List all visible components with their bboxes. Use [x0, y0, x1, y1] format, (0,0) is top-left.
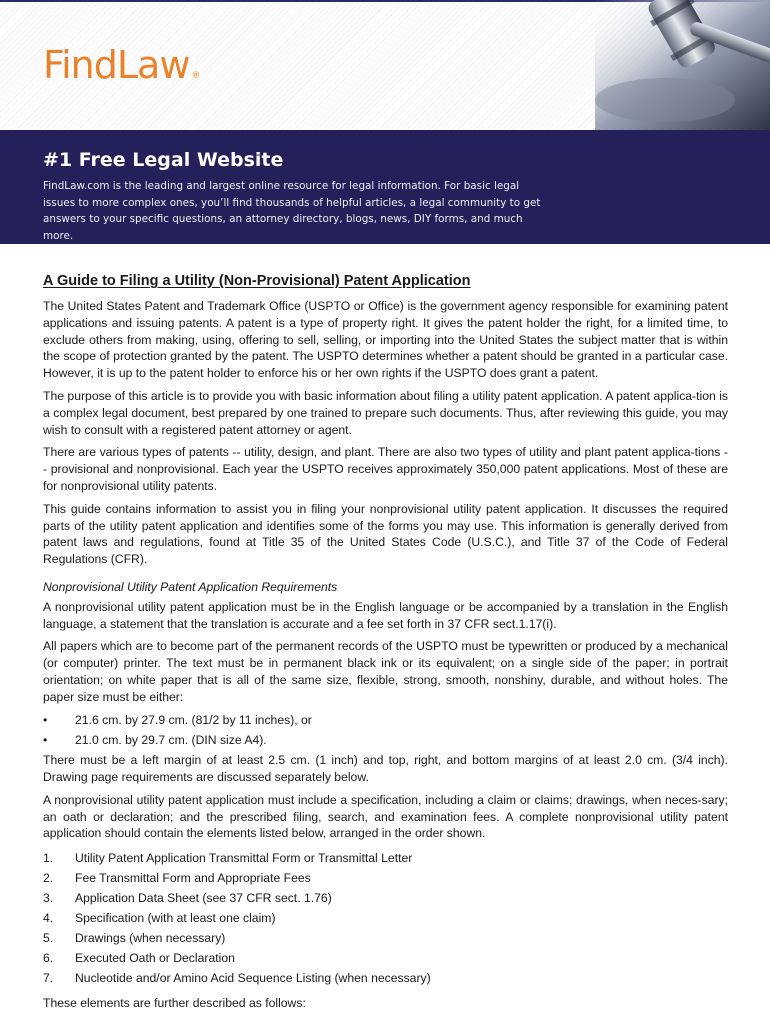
intro-paragraph: There are various types of patents -- utility, design, and plant. There are also two types of utility and plant patent applica-tions -- provisional and nonprovisional. Each year the USPTO receives approximately 350,000 patent applications. Most of these are for nonprovisional utility patents. — [43, 445, 728, 493]
article-title: A Guide to Filing a Utility (Non-Provisional) Patent Application — [43, 273, 471, 289]
list-item — [43, 970, 728, 987]
logo-text: FindLaw — [43, 43, 190, 87]
list-item-text: Application Data Sheet (see 37 CFR sect. 1.76) — [75, 891, 332, 906]
bullet-marker: • — [43, 712, 48, 727]
list-number: 1. — [43, 851, 54, 866]
requirements-paragraph: All papers which are to become part of the permanent records of the USPTO must be typewritten or produced by a mechanical (or computer) printer. The text must be in permanent black ink or its equivalent; on a single side of the paper; in portrait orientation; on white paper that is all of the same size, flexible, strong, smooth, nonshiny, durable, and without holes. The paper size must be either: — [43, 639, 728, 704]
list-number: 2. — [43, 871, 54, 886]
list-item — [43, 950, 728, 967]
banner-description: FindLaw.com is the leading and largest online resource for legal information. For basic legal issues to more complex ones, you’ll find thousands of helpful articles, a legal community to get answers to your specific questions, an attorney directory, blogs, news, DIY forms, and much more. — [43, 180, 541, 242]
promo-banner — [0, 130, 770, 244]
banner-title: #1 Free Legal Website — [43, 149, 284, 171]
list-number: 6. — [43, 951, 54, 966]
gavel-icon — [595, 0, 770, 130]
list-item-text: Nucleotide and/or Amino Acid Sequence Listing (when necessary) — [75, 971, 431, 986]
list-item-text: Specification (with at least one claim) — [75, 911, 276, 926]
list-item-text: 21.6 cm. by 27.9 cm. (81/2 by 11 inches), or — [75, 712, 312, 727]
list-item-text: Fee Transmittal Form and Appropriate Fees — [75, 871, 311, 886]
list-item-text: Executed Oath or Declaration — [75, 951, 235, 966]
list-item-text: 21.0 cm. by 29.7 cm. (DIN size A4). — [75, 732, 267, 747]
logo-registered-mark: ® — [191, 71, 201, 81]
list-number: 4. — [43, 911, 54, 926]
list-item — [43, 712, 728, 729]
section-subheading: Nonprovisional Utility Patent Application Requirements — [43, 579, 338, 594]
elements-list — [43, 850, 728, 987]
list-item — [43, 890, 728, 907]
page-header — [0, 0, 770, 130]
margins-paragraph: There must be a left margin of at least 2.5 cm. (1 inch) and top, right, and bottom margins of at least 2.0 cm. (3/4 inch). Drawing page requirements are discussed separately below. — [43, 753, 728, 784]
bullet-marker: • — [43, 732, 48, 747]
list-item-text: Utility Patent Application Transmittal Form or Transmittal Letter — [75, 851, 413, 866]
intro-paragraph: The purpose of this article is to provide you with basic information about filing a utility patent application. A patent applica-tion is a complex legal document, best prepared by one trained to prepare such documents. Thus, after reviewing this guide, you may wish to consult with a registered patent attorney or agent. — [43, 388, 728, 437]
list-number: 3. — [43, 891, 54, 906]
elements-paragraph: A nonprovisional utility patent application must include a specification, including a claim or claims; drawings, when neces-sary; an oath or declaration; and the prescribed filing, search, and examination fees. A complete nonprovisional utility patent application should contain the elements listed below, arranged in the order shown. — [43, 792, 728, 841]
list-item — [43, 930, 728, 947]
intro-paragraph: This guide contains information to assist you in filing your nonprovisional utility patent application. It discusses the required parts of the utility patent application and identifies some of the forms you may use. This information is generally derived from patent laws and regulations, found at Title 35 of the United States Code (U.S.C.), and Title 37 of the Code of Federal Regulations (CFR). — [43, 501, 728, 567]
intro-paragraph: The United States Patent and Trademark Office (USPTO or Office) is the government agency responsible for examining patent applications and issuing patents. A patent is a type of property right. It gives the patent holder the right, for a limited time, to exclude others from making, using, offering to sell, selling, or importing into the United States the subject matter that is within the scope of protection granted by the patent. The USPTO determines whether a patent should be granted in a particular case. However, it is up to the patent holder to enforce his or her own rights if the USPTO does grant a patent. — [43, 299, 728, 381]
closing-paragraph: These elements are further described as follows: — [43, 995, 306, 1010]
list-item — [43, 732, 728, 749]
list-item — [43, 850, 728, 867]
list-item-text: Drawings (when necessary) — [75, 931, 226, 946]
list-item — [43, 870, 728, 887]
list-number: 7. — [43, 971, 54, 986]
article-body — [43, 271, 728, 1018]
list-item — [43, 910, 728, 927]
paper-size-list — [43, 712, 728, 749]
findlaw-logo[interactable] — [43, 43, 201, 87]
list-number: 5. — [43, 931, 54, 946]
requirements-paragraph: A nonprovisional utility patent application must be in the English language or be accompanied by a translation in the English language, a statement that the translation is accurate and a fee set forth in 37 CFR sect.1.17(i). — [43, 599, 728, 631]
